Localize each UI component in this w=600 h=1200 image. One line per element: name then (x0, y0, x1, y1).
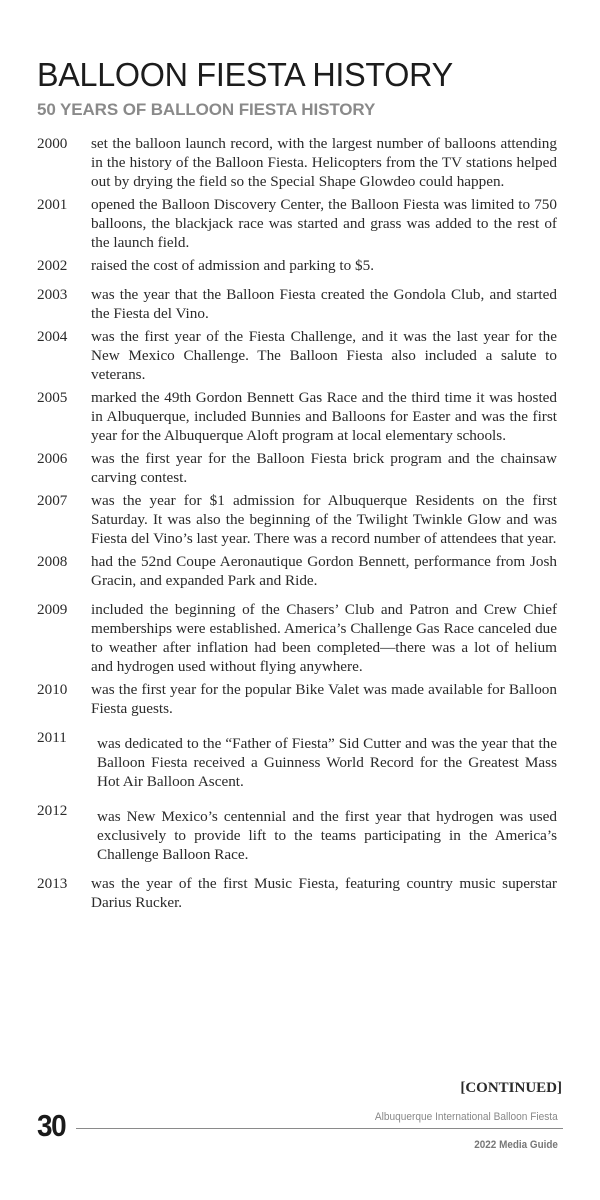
entry-year: 2002 (37, 257, 68, 274)
history-entry (37, 388, 557, 445)
entry-text: set the balloon launch record, with the largest number of balloons attending in the history of the Balloon Fiesta. Helicopters from the TV stations helped out by drying the field so the Special Shape Glowdeo could happen. (91, 135, 557, 190)
page-number: 30 (37, 1108, 66, 1143)
history-list (37, 134, 557, 916)
entry-text: was the year that the Balloon Fiesta created the Gondola Club, and started the Fiesta del Vino. (91, 286, 557, 322)
entry-year: 2004 (37, 328, 68, 345)
entry-year: 2006 (37, 450, 68, 467)
footer-organization: Albuquerque International Balloon Fiesta (375, 1111, 558, 1123)
page-subtitle: 50 YEARS OF BALLOON FIESTA HISTORY (37, 100, 376, 119)
entry-year: 2013 (37, 875, 68, 892)
history-entry (37, 449, 557, 487)
entry-text: was the year for $1 admission for Albuquerque Residents on the first Saturday. It was also the beginning of the Twilight Twinkle Glow and was Fiesta del Vino’s last year. There was a record number of attendees that year. (91, 492, 557, 547)
continued-label: [CONTINUED] (460, 1080, 562, 1096)
history-entry (37, 552, 557, 590)
footer-divider (76, 1128, 563, 1129)
page-title: BALLOON FIESTA HISTORY (37, 56, 453, 93)
entry-year: 2012 (37, 802, 68, 819)
entry-year: 2007 (37, 492, 68, 509)
entry-year: 2000 (37, 135, 68, 152)
entry-year: 2001 (37, 196, 68, 213)
entry-year: 2009 (37, 601, 68, 618)
entry-text: raised the cost of admission and parking to $5. (91, 257, 375, 274)
entry-text: was dedicated to the “Father of Fiesta” Sid Cutter and was the year that the Balloon Fiesta received a Guinness World Record for the Greatest Mass Hot Air Balloon Ascent. (97, 735, 557, 790)
entry-text: marked the 49th Gordon Bennett Gas Race and the third time it was hosted in Albuquerque, included Bunnies and Balloons for Easter and was the first year for the Albuquerque Aloft program at local elementary schools. (91, 389, 557, 444)
entry-text: opened the Balloon Discovery Center, the Balloon Fiesta was limited to 750 balloons, the blackjack race was started and grass was added to the rest of the launch field. (91, 196, 557, 251)
history-entry (37, 491, 557, 548)
entry-text: was the first year for the Balloon Fiesta brick program and the chainsaw carving contest. (91, 450, 557, 486)
entry-text: was New Mexico’s centennial and the first year that hydrogen was used exclusively to provide lift to the teams participating in the America’s Challenge Balloon Race. (97, 808, 557, 863)
history-entry (37, 680, 557, 718)
history-entry (37, 728, 557, 791)
history-entry (37, 285, 557, 323)
history-entry (37, 874, 557, 912)
entry-text: was the year of the first Music Fiesta, featuring country music superstar Darius Rucker. (91, 875, 557, 911)
entry-year: 2005 (37, 389, 68, 406)
history-entry (37, 256, 557, 275)
history-entry (37, 195, 557, 252)
history-entry (37, 327, 557, 384)
entry-text: was the first year for the popular Bike Valet was made available for Balloon Fiesta guests. (91, 681, 557, 717)
entry-text: was the first year of the Fiesta Challenge, and it was the last year for the New Mexico Challenge. The Balloon Fiesta also included a salute to veterans. (91, 328, 557, 383)
history-entry (37, 134, 557, 191)
footer-publication: 2022 Media Guide (474, 1139, 558, 1151)
history-entry (37, 600, 557, 676)
history-entry (37, 801, 557, 864)
entry-year: 2003 (37, 286, 68, 303)
entry-year: 2008 (37, 553, 68, 570)
entry-year: 2010 (37, 681, 68, 698)
entry-text: had the 52nd Coupe Aeronautique Gordon Bennett, performance from Josh Gracin, and expanded Park and Ride. (91, 553, 557, 589)
entry-text: included the beginning of the Chasers’ Club and Patron and Crew Chief memberships were established. America’s Challenge Gas Race canceled due to weather after inflation had been completed—there was a lot of helium and hydrogen used without flying anywhere. (91, 601, 557, 675)
entry-year: 2011 (37, 729, 67, 746)
